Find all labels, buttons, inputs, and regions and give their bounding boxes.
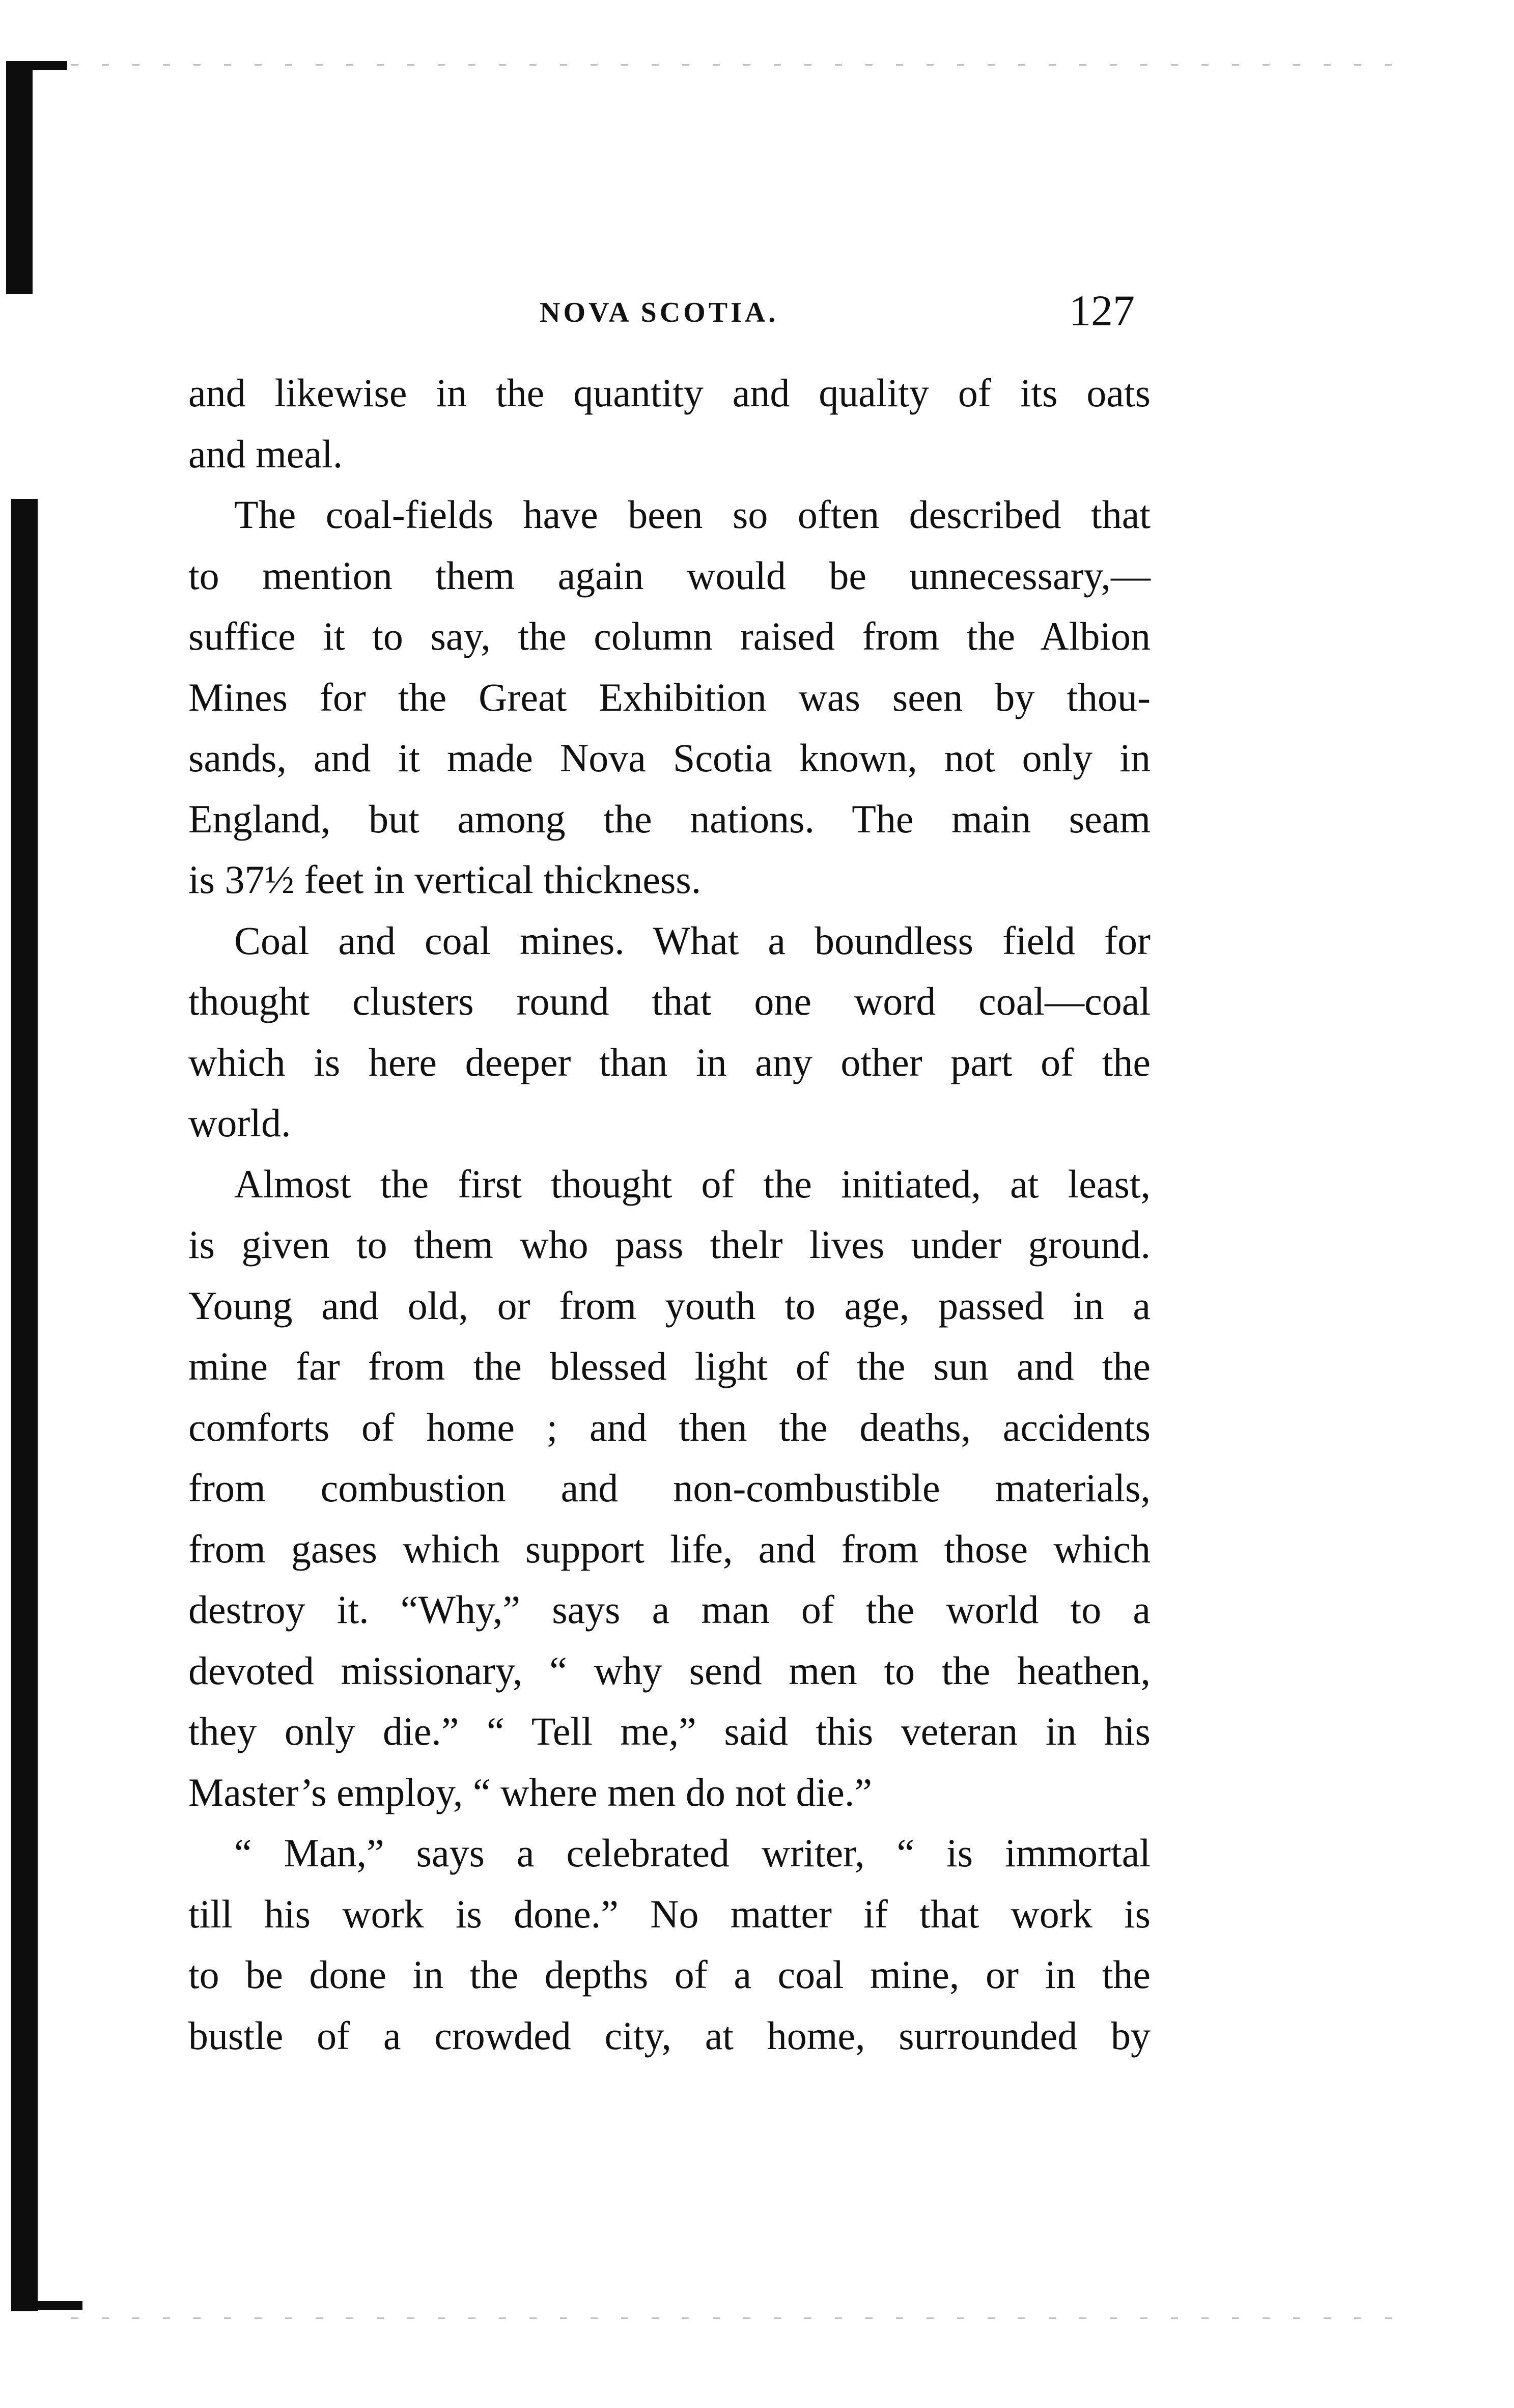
text-line: Coal and coal mines. What a boundless field for <box>234 918 1151 963</box>
text-line: thought clusters round that one word coal—coal <box>188 979 1151 1023</box>
running-head-title: NOVA SCOTIA. <box>540 297 779 328</box>
text-line: and meal. <box>188 431 343 476</box>
text-line: which is here deeper than in any other part of the <box>188 1040 1151 1084</box>
page-number: 127 <box>1069 286 1135 335</box>
text-line: comforts of home ; and then the deaths, accidents <box>188 1405 1151 1449</box>
text-line: Almost the first thought of the initiated, at least, <box>234 1161 1151 1206</box>
text-line: Young and old, or from youth to age, passed in a <box>188 1283 1151 1328</box>
text-line: destroy it. “Why,” says a man of the world to a <box>188 1587 1151 1632</box>
text-line: mine far from the blessed light of the sun and the <box>188 1344 1151 1388</box>
text-line: world. <box>188 1101 291 1145</box>
text-line: Master’s employ, “ where men do not die.” <box>188 1770 872 1814</box>
text-line: is 37½ feet in vertical thickness. <box>188 857 702 902</box>
text-line: devoted missionary, “ why send men to the heathen, <box>188 1648 1151 1693</box>
text-line: Mines for the Great Exhibition was seen by thou- <box>188 675 1151 719</box>
text-line: bustle of a crowded city, at home, surrounded by <box>188 2013 1151 2058</box>
text-line: sands, and it made Nova Scotia known, not only in <box>188 736 1151 780</box>
paragraph <box>188 362 1151 484</box>
text-line: from gases which support life, and from those which <box>188 1526 1151 1571</box>
text-line: England, but among the nations. The main seam <box>188 796 1151 841</box>
paragraph <box>188 1823 1151 2066</box>
scan-dust-top <box>71 64 1405 66</box>
scan-edge-shadow-top <box>6 65 33 294</box>
text-line: from combustion and non-combustible materials, <box>188 1466 1151 1510</box>
text-line: suffice it to say, the column raised from the Albion <box>188 614 1151 658</box>
text-line: and likewise in the quantity and quality of its oats <box>188 371 1151 415</box>
running-head <box>0 285 1514 341</box>
scan-edge-shadow <box>11 499 38 2311</box>
text-line: “ Man,” says a celebrated writer, “ is immortal <box>234 1831 1151 1875</box>
text-line: to be done in the depths of a coal mine, or in the <box>188 1952 1151 1997</box>
text-line: till his work is done.” No matter if that work is <box>188 1891 1151 1936</box>
text-line: to mention them again would be unnecessary,— <box>188 553 1151 598</box>
body-text <box>188 362 1151 2066</box>
scan-edge-shadow-foot <box>11 2301 82 2310</box>
paragraph <box>188 1154 1151 1823</box>
paragraph <box>188 484 1151 910</box>
paragraph <box>188 910 1151 1154</box>
text-line: they only die.” “ Tell me,” said this veteran in his <box>188 1709 1151 1753</box>
text-line: The coal-fields have been so often described that <box>234 492 1151 537</box>
scan-dust-bottom <box>71 2317 1395 2319</box>
text-line: is given to them who pass thelr lives under ground. <box>188 1222 1151 1267</box>
